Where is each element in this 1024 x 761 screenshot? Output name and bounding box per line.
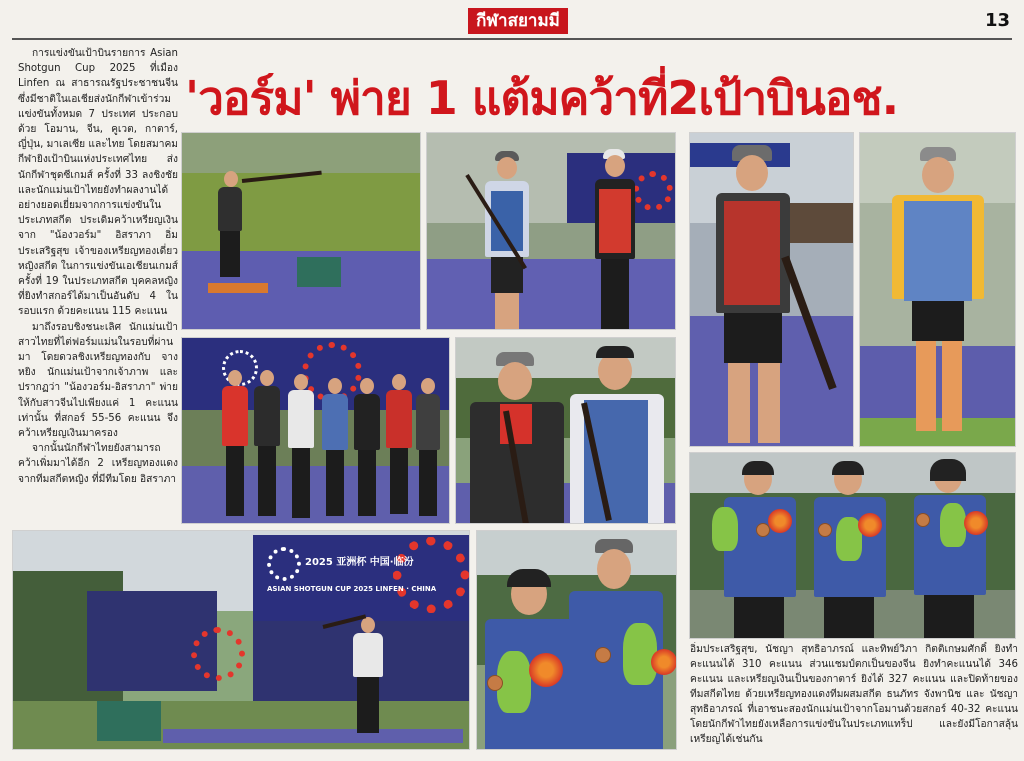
page-number: 13 (985, 10, 1011, 31)
article-paragraph-1: การแข่งขันเป้าบินรายการ Asian Shotgun Cup 2025 ที่เมือง Linfen ณ สาธารณรัฐประชาชนจีน ซึ่งมีชาติในเอเชียส่งนักกีฬาเข้าร่วมแข่งขันทั้งหมด 7 ประเทศ ประกอบด้วย โอมาน, จีน, คูเวต, กาตาร์, ญี่ปุ่น, มาเลเซีย และไทย โดยสมาคมกีฬายิงเป้าบินแห่งประเทศไทย ส่งนักกีฬาชุดซีเกมส์ ครั้งที่ 33 ลงชิงชัย และนักแม่นเป้าไทยยังทำผลงานได้อย่างยอดเยี่ยมจากการแข่งขันในประเภทสกีต ประเดิมคว้าเหรียญเงินจาก "น้องวอร์ม" อิสราภา อิ่มประเสริฐสุข เจ้าของเหรียญทองเดี่ยวหญิงสกีต ในการแข่งขันเอเชียนเกมส์ ครั้งที่ 19 ในประเภทสกีต บุคคลหญิง ที่ยิงทำสกอร์ได้มาเป็นอันดับ 4 ในรอบแรก ด้วยคะแนน 115 คะแนน (18, 48, 178, 318)
article-paragraph-2: มาถึงรอบชิงชนะเลิศ นักแม่นเป้าสาวไทยที่ไต่ฟอร์มแม่นในรอบที่ผ่านมา โดยดวลชิงเหรียญทองกับ จาง หยิง นักแม่นเป้าจากเจ้าภาพ และปรากฏว่า "น้องวอร์ม-อิสราภา" พ่ายให้กับสาวจีนไปเพียงแค่ 1 คะแนนเท่านั้น ที่สกอร์ 55-56 คะแนน จึงคว้าเหรียญเงินมาครอง (18, 321, 178, 440)
photo-venue-banner (12, 530, 470, 750)
banner-text-sub: ASIAN SHOTGUN CUP 2025 LINFEN · CHINA (267, 585, 437, 593)
headline: 'วอร์ม' พ่าย 1 แต้มคว้าที่2เป้าบินอช. (185, 71, 899, 125)
photo-two-men-smiling (455, 337, 676, 524)
banner-text-main: 2025 亚洲杯 中国·临汾 (305, 557, 414, 568)
photo-team-medalists (689, 452, 1016, 639)
photo-shooter-aiming (181, 132, 421, 330)
article-body (18, 46, 178, 524)
photo-caption: อิ่มประเสริฐสุข, นัชญา สุทธิอาภรณ์ และทิพย์วิภา กิตติเกษมศักดิ์ ยิงทำคะแนนได้ 310 คะแนน ส่วนแชมป์ตกเป็นของจีน ยิงทำคะแนนได้ 346 คะแนน และเหรียญเงินเป็นของกาตาร์ ยิงได้ 327 คะแนน และปิดท้ายของทีมสกีตไทย ด้วยเหรียญทองแดงทีมผสมสกีต ธนภัทร จังพานิช และ นัชญา สุทธิอาภรณ์ ที่เอาชนะสองนักแม่นเป้าจากโอมานด้วยสกอร์ 40-32 คะแนน โดยนักกีฬาไทยยังเหลือการแข่งขันในประเภทแทร็ป และยังมีโอกาสลุ้นเหรียญได้เช่นกัน (690, 644, 1018, 745)
photo-female-shooter (859, 132, 1016, 447)
photo-team-group (181, 337, 450, 524)
header-divider (12, 38, 1012, 40)
photo-mixed-team-medalists (476, 530, 677, 750)
photo-two-shooters (426, 132, 676, 330)
section-title: กีฬาสยามมี (468, 8, 568, 34)
photo-male-shooter (689, 132, 854, 447)
article-paragraph-3: จากนั้นนักกีฬาไทยยังสามารถคว้าเพิ่มมาได้อีก 2 เหรียญทองแดงจากทีมสกีตหญิง ที่มีทีมโดย อิสราภา (18, 443, 178, 485)
